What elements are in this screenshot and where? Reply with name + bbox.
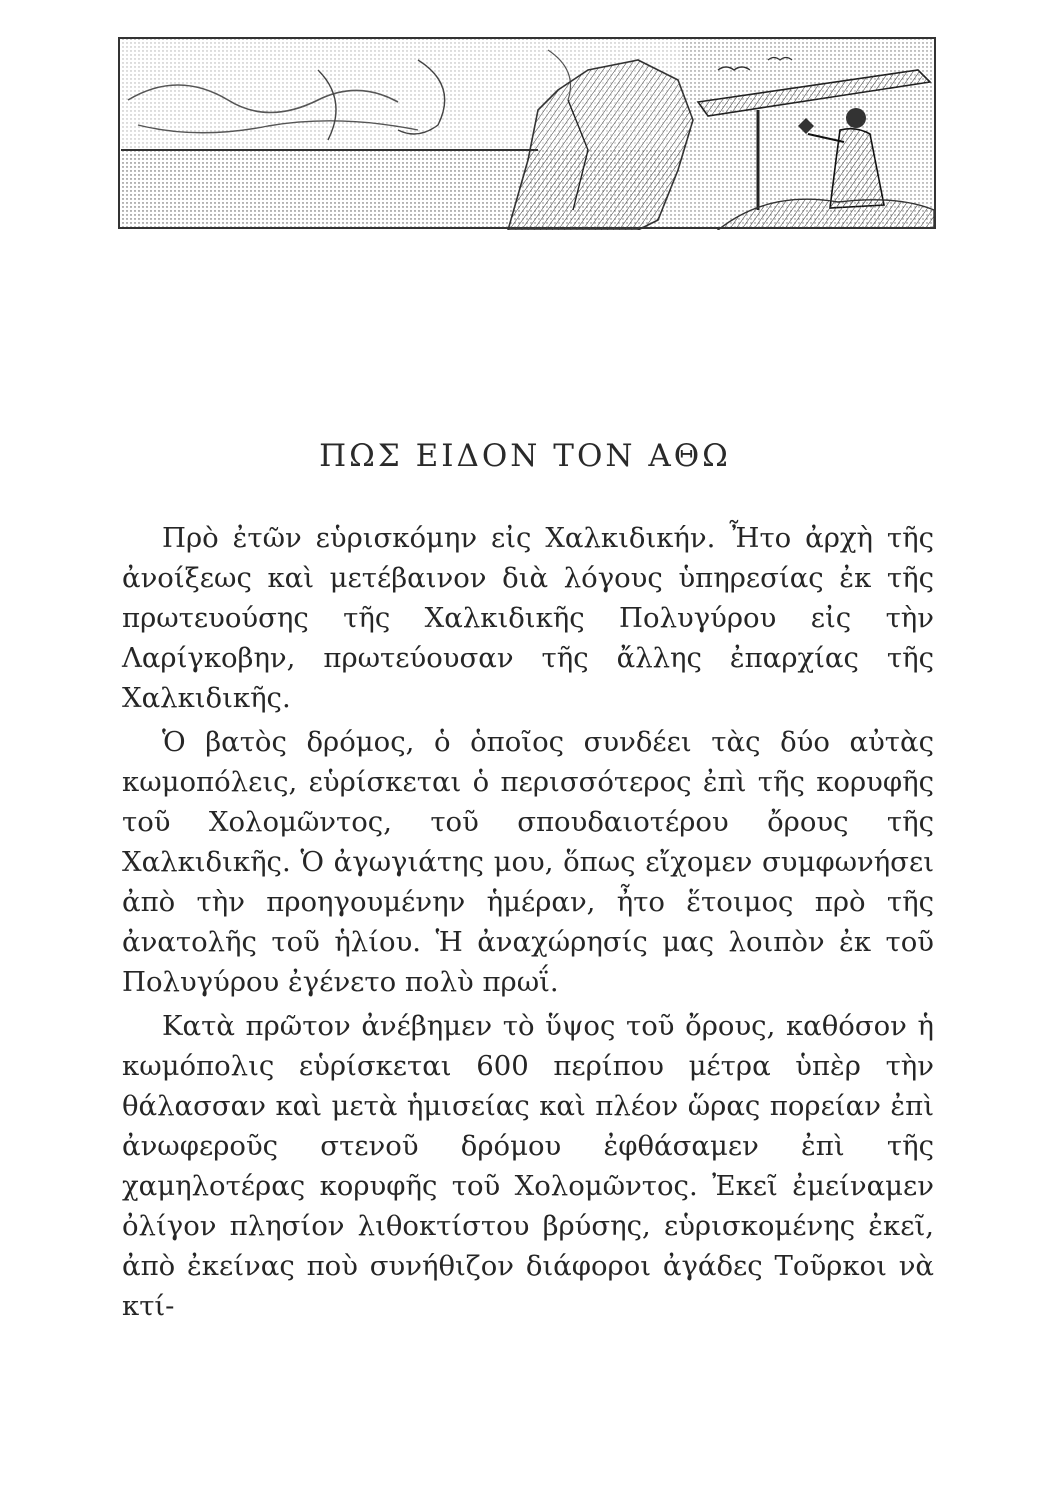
chapter-title: ΠΩΣ ΕΙΔΟΝ ΤΟΝ ΑΘΩ <box>319 438 731 474</box>
sea-rock-monk-icon <box>118 30 936 230</box>
paragraph: Κατὰ πρῶτον ἀνέβημεν τὸ ὕψος τοῦ ὄρους, καθόσον ἡ κωμόπολις εὑρίσκεται 600 περίπου μέτρα ὑπὲρ τὴν θάλασσαν καὶ μετὰ ἡμισείας καὶ πλέον ὥρας πορείαν ἐπὶ ἀνωφεροῦς στενοῦ δρόμου ἐφθάσαμεν ἐπὶ τῆς χαμηλοτέρας κορυφῆς τοῦ Χολομῶντος. Ἐκεῖ ἐμείναμεν ὀλίγον πλησίον λιθοκτίστου βρύσης, εὑρισκομένης ἐκεῖ, ἀπὸ ἐκείνας ποὺ συνήθιζον διάφοροι ἀγάδες Τοῦρκοι νὰ κτί- <box>122 1010 934 1322</box>
paragraph: Ὁ βατὸς δρόμος, ὁ ὁποῖος συνδέει τὰς δύο αὐτὰς κωμοπόλεις, εὑρίσκεται ὁ περισσότερος ἐπὶ τῆς κορυφῆς τοῦ Χολομῶντος, τοῦ σπουδαιοτέρου ὄρους τῆς Χαλκιδικῆς. Ὁ ἀγωγιάτης μου, ὅπως εἴχομεν συμφωνήσει ἀπὸ τὴν προηγουμένην ἡμέραν, ἦτο ἕτοιμος πρὸ τῆς ἀνατολῆς τοῦ ἡλίου. Ἡ ἀναχώρησίς μας λοιπὸν ἐκ τοῦ Πολυγύρου ἐγένετο πολὺ πρωΐ. <box>122 726 934 998</box>
paragraph: Πρὸ ἐτῶν εὑρισκόμην εἰς Χαλκιδικήν. Ἦτο ἀρχὴ τῆς ἀνοίξεως καὶ μετέβαινον διὰ λόγους ὑπηρεσίας ἐκ τῆς πρωτευούσης τῆς Χαλκιδικῆς Πολυγύρου εἰς τὴν Λαρίγκοβην, πρωτεύουσαν τῆς ἄλλης ἐπαρχίας τῆς Χαλκιδικῆς. <box>122 522 934 714</box>
headpiece-illustration <box>118 30 936 230</box>
chapter-body <box>122 518 934 1330</box>
